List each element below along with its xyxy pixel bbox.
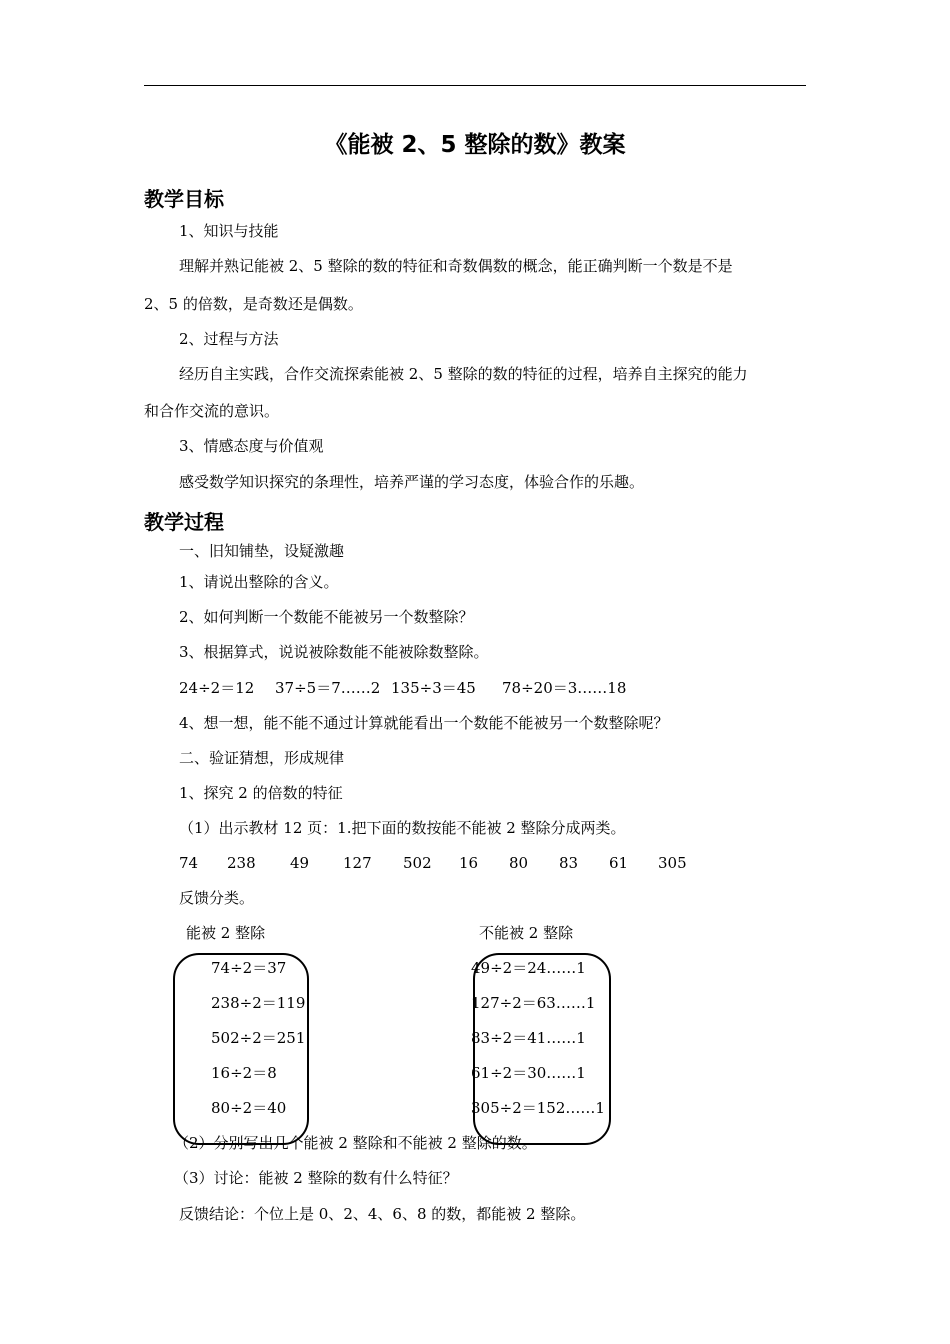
paragraph: 3、情感态度与价值观	[179, 437, 324, 455]
header-rule	[144, 85, 806, 86]
equation: 24÷2＝12	[179, 679, 255, 697]
equation: 37÷5＝7……2	[275, 679, 381, 697]
paragraph: 3、根据算式，说说被除数能不能被除数整除。	[179, 643, 489, 661]
paragraph: 一、旧知铺垫，设疑激趣	[179, 542, 345, 560]
paragraph: 感受数学知识探究的条理性，培养严谨的学习态度，体验合作的乐趣。	[179, 473, 645, 491]
document-title: 《能被 2、5 整除的数》教案	[324, 132, 626, 158]
paragraph: 1、探究 2 的倍数的特征	[179, 784, 343, 802]
division-equation: 16÷2＝8	[211, 1064, 277, 1082]
heading-teaching-goals: 教学目标	[144, 187, 224, 211]
paragraph: 反馈分类。	[179, 889, 255, 907]
number-row	[179, 854, 687, 872]
number: 83	[559, 854, 579, 872]
number: 502	[403, 854, 432, 872]
division-equation: 238÷2＝119	[211, 994, 306, 1012]
division-equation: 502÷2＝251	[211, 1029, 306, 1047]
paragraph: （1）出示教材 12 页：1.把下面的数按能不能被 2 整除分成两类。	[179, 819, 626, 837]
number: 127	[343, 854, 372, 872]
paragraph: 4、想一想，能不能不通过计算就能看出一个数能不能被另一个数整除呢？	[179, 714, 669, 732]
paragraph: 1、知识与技能	[179, 222, 279, 240]
division-equation: 83÷2＝41……1	[471, 1029, 586, 1047]
number: 16	[459, 854, 479, 872]
number: 238	[227, 854, 256, 872]
paragraph: 2、过程与方法	[179, 330, 279, 348]
division-equation: 80÷2＝40	[211, 1099, 287, 1117]
paragraph: 反馈结论：个位上是 0、2、4、6、8 的数，都能被 2 整除。	[179, 1205, 586, 1223]
divisible-label: 能被 2 整除	[186, 924, 266, 942]
paragraph: 和合作交流的意识。	[144, 402, 280, 420]
equation-row	[179, 679, 626, 697]
division-equation: 305÷2＝152……1	[471, 1099, 605, 1117]
paragraph: 2、5 的倍数，是奇数还是偶数。	[144, 295, 363, 313]
number: 61	[609, 854, 629, 872]
division-equation: 127÷2＝63……1	[471, 994, 596, 1012]
paragraph: （3）讨论：能被 2 整除的数有什么特征？	[174, 1169, 458, 1187]
number: 49	[290, 854, 310, 872]
number: 80	[509, 854, 529, 872]
division-equation: 49÷2＝24……1	[471, 959, 586, 977]
paragraph: 1、请说出整除的含义。	[179, 573, 339, 591]
equation: 135÷3＝45	[391, 679, 476, 697]
paragraph: （2）分别写出几个能被 2 整除和不能被 2 整除的数。	[174, 1134, 537, 1152]
paragraph: 理解并熟记能被 2、5 整除的数的特征和奇数偶数的概念，能正确判断一个数是不是	[179, 257, 733, 275]
heading-teaching-process: 教学过程	[144, 510, 224, 534]
paragraph: 经历自主实践，合作交流探索能被 2、5 整除的数的特征的过程，培养自主探究的能力	[179, 365, 748, 383]
division-equation: 74÷2＝37	[211, 959, 287, 977]
paragraph: 二、验证猜想，形成规律	[179, 749, 345, 767]
division-equation: 61÷2＝30……1	[471, 1064, 586, 1082]
equation: 78÷20＝3……18	[502, 679, 627, 697]
not-divisible-label: 不能被 2 整除	[479, 924, 574, 942]
number: 74	[179, 854, 199, 872]
paragraph: 2、如何判断一个数能不能被另一个数整除？	[179, 608, 474, 626]
number: 305	[658, 854, 687, 872]
